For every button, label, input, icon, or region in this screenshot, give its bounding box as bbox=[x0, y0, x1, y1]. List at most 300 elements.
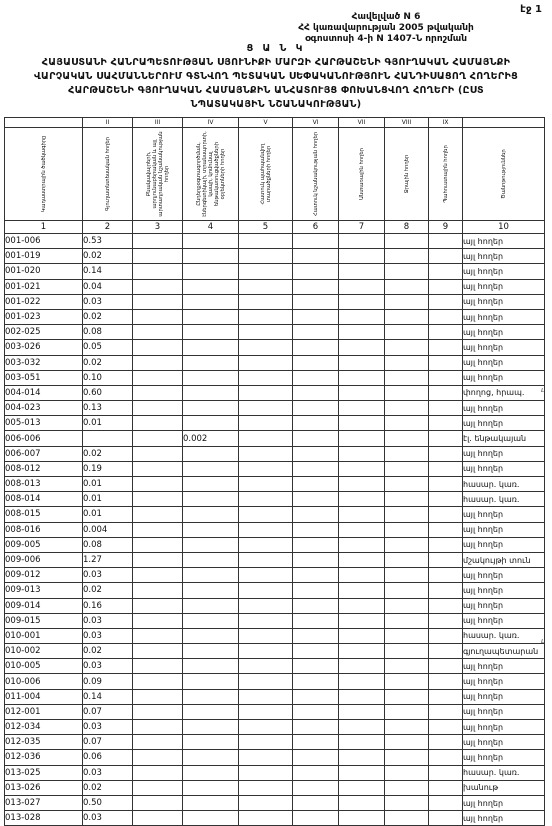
roman-header-row bbox=[5, 118, 545, 128]
water-land-cell bbox=[385, 477, 429, 492]
agricultural-land-cell: 0.14 bbox=[83, 689, 133, 704]
column-header bbox=[239, 128, 293, 221]
column-header bbox=[5, 128, 83, 221]
column-number: 9 bbox=[429, 221, 463, 234]
special-land-cell bbox=[293, 568, 339, 583]
water-land-cell bbox=[385, 644, 429, 659]
reserve-land-cell bbox=[429, 689, 463, 704]
reserve-land-cell bbox=[429, 537, 463, 552]
agricultural-land-cell bbox=[83, 431, 133, 446]
infrastructure-land-cell bbox=[183, 704, 239, 719]
infrastructure-land-cell bbox=[183, 552, 239, 567]
note-cell: մշակույթի տուն bbox=[463, 552, 545, 567]
cadastral-code-cell: 006-006 bbox=[5, 431, 83, 446]
protected-land-cell bbox=[239, 689, 293, 704]
special-land-cell bbox=[293, 811, 339, 826]
special-land-cell bbox=[293, 628, 339, 643]
forest-land-cell bbox=[339, 659, 385, 674]
note-cell: այլ հողեր bbox=[463, 537, 545, 552]
settlement-land-cell bbox=[133, 355, 183, 370]
table-row bbox=[5, 659, 545, 674]
column-header-text: Ջրային հողեր bbox=[403, 154, 410, 194]
table-row bbox=[5, 507, 545, 522]
protected-land-cell bbox=[239, 431, 293, 446]
forest-land-cell bbox=[339, 674, 385, 689]
special-land-cell bbox=[293, 750, 339, 765]
reserve-land-cell bbox=[429, 522, 463, 537]
infrastructure-land-cell bbox=[183, 385, 239, 400]
settlement-land-cell bbox=[133, 461, 183, 476]
special-land-cell bbox=[293, 264, 339, 279]
forest-land-cell bbox=[339, 568, 385, 583]
special-land-cell bbox=[293, 416, 339, 431]
protected-land-cell bbox=[239, 659, 293, 674]
special-land-cell bbox=[293, 325, 339, 340]
infrastructure-land-cell bbox=[183, 659, 239, 674]
appendix-header bbox=[266, 12, 506, 45]
agricultural-land-cell: 0.02 bbox=[83, 309, 133, 324]
settlement-land-cell bbox=[133, 704, 183, 719]
special-land-cell bbox=[293, 583, 339, 598]
reserve-land-cell bbox=[429, 446, 463, 461]
reserve-land-cell bbox=[429, 674, 463, 689]
water-land-cell bbox=[385, 522, 429, 537]
forest-land-cell bbox=[339, 431, 385, 446]
note-cell: հասար. կառ. bbox=[463, 492, 545, 507]
infrastructure-land-cell bbox=[183, 325, 239, 340]
settlement-land-cell bbox=[133, 674, 183, 689]
water-land-cell bbox=[385, 355, 429, 370]
reserve-land-cell bbox=[429, 234, 463, 249]
water-land-cell bbox=[385, 598, 429, 613]
forest-land-cell bbox=[339, 644, 385, 659]
infrastructure-land-cell bbox=[183, 264, 239, 279]
cadastral-code-cell: 009-013 bbox=[5, 583, 83, 598]
water-land-cell bbox=[385, 704, 429, 719]
water-land-cell bbox=[385, 537, 429, 552]
reserve-land-cell bbox=[429, 340, 463, 355]
agricultural-land-cell: 0.02 bbox=[83, 780, 133, 795]
note-cell: այլ հողեր bbox=[463, 325, 545, 340]
document-title bbox=[6, 42, 546, 112]
agricultural-land-cell: 0.03 bbox=[83, 720, 133, 735]
settlement-land-cell bbox=[133, 628, 183, 643]
water-land-cell bbox=[385, 507, 429, 522]
column-number: 1 bbox=[5, 221, 83, 234]
column-header-row bbox=[5, 128, 545, 221]
reserve-land-cell bbox=[429, 644, 463, 659]
special-land-cell bbox=[293, 340, 339, 355]
water-land-cell bbox=[385, 735, 429, 750]
cadastral-code-cell: 008-015 bbox=[5, 507, 83, 522]
cadastral-code-cell: 001-006 bbox=[5, 234, 83, 249]
forest-land-cell bbox=[339, 492, 385, 507]
settlement-land-cell bbox=[133, 568, 183, 583]
roman-numeral: IX bbox=[429, 118, 463, 128]
cadastral-code-cell: 001-023 bbox=[5, 309, 83, 324]
reserve-land-cell bbox=[429, 735, 463, 750]
table-row bbox=[5, 613, 545, 628]
special-land-cell bbox=[293, 370, 339, 385]
table-row bbox=[5, 492, 545, 507]
water-land-cell bbox=[385, 279, 429, 294]
reserve-land-cell bbox=[429, 780, 463, 795]
protected-land-cell bbox=[239, 309, 293, 324]
settlement-land-cell bbox=[133, 583, 183, 598]
infrastructure-land-cell bbox=[183, 370, 239, 385]
cadastral-code-cell: 013-028 bbox=[5, 811, 83, 826]
table-row bbox=[5, 583, 545, 598]
note-cell: այլ հողեր bbox=[463, 568, 545, 583]
agricultural-land-cell: 0.01 bbox=[83, 416, 133, 431]
water-land-cell bbox=[385, 461, 429, 476]
table-row bbox=[5, 552, 545, 567]
water-land-cell bbox=[385, 780, 429, 795]
cadastral-code-cell: 013-026 bbox=[5, 780, 83, 795]
margin-mark: ւ bbox=[541, 637, 545, 645]
forest-land-cell bbox=[339, 765, 385, 780]
infrastructure-land-cell bbox=[183, 355, 239, 370]
infrastructure-land-cell bbox=[183, 811, 239, 826]
settlement-land-cell bbox=[133, 416, 183, 431]
special-land-cell bbox=[293, 689, 339, 704]
column-header-text: Բնակավայրերի, արդյունաբերական և այլ արտադրական նշանակության հողեր bbox=[145, 131, 170, 217]
protected-land-cell bbox=[239, 765, 293, 780]
column-number: 7 bbox=[339, 221, 385, 234]
column-header bbox=[463, 128, 545, 221]
water-land-cell bbox=[385, 401, 429, 416]
agricultural-land-cell: 0.03 bbox=[83, 294, 133, 309]
water-land-cell bbox=[385, 309, 429, 324]
protected-land-cell bbox=[239, 644, 293, 659]
note-cell: այլ հողեր bbox=[463, 583, 545, 598]
settlement-land-cell bbox=[133, 750, 183, 765]
forest-land-cell bbox=[339, 537, 385, 552]
title-word: Ց Ա Ն Կ bbox=[246, 43, 306, 54]
cadastral-code-cell: 006-007 bbox=[5, 446, 83, 461]
water-land-cell bbox=[385, 325, 429, 340]
protected-land-cell bbox=[239, 811, 293, 826]
table-row bbox=[5, 370, 545, 385]
reserve-land-cell bbox=[429, 552, 463, 567]
special-land-cell bbox=[293, 309, 339, 324]
note-cell: այլ հողեր bbox=[463, 598, 545, 613]
water-land-cell bbox=[385, 659, 429, 674]
water-land-cell bbox=[385, 689, 429, 704]
cadastral-code-cell: 009-006 bbox=[5, 552, 83, 567]
protected-land-cell bbox=[239, 249, 293, 264]
cadastral-code-cell: 012-034 bbox=[5, 720, 83, 735]
roman-numeral: VIII bbox=[385, 118, 429, 128]
special-land-cell bbox=[293, 644, 339, 659]
cadastral-code-cell: 008-013 bbox=[5, 477, 83, 492]
appendix-line-3: օգոստոսի 4-ի N 1407-Ն որոշման bbox=[304, 34, 468, 44]
reserve-land-cell bbox=[429, 309, 463, 324]
agricultural-land-cell: 0.19 bbox=[83, 461, 133, 476]
table-row bbox=[5, 522, 545, 537]
cadastral-code-cell: 009-015 bbox=[5, 613, 83, 628]
cadastral-code-cell: 008-016 bbox=[5, 522, 83, 537]
note-cell: էլ. ենթակայան bbox=[463, 431, 545, 446]
settlement-land-cell bbox=[133, 492, 183, 507]
table-row bbox=[5, 249, 545, 264]
note-cell: այլ հողեր bbox=[463, 735, 545, 750]
infrastructure-land-cell bbox=[183, 492, 239, 507]
settlement-land-cell bbox=[133, 735, 183, 750]
table-row bbox=[5, 385, 545, 400]
protected-land-cell bbox=[239, 628, 293, 643]
note-cell: այլ հողեր bbox=[463, 689, 545, 704]
reserve-land-cell bbox=[429, 370, 463, 385]
table-row bbox=[5, 234, 545, 249]
protected-land-cell bbox=[239, 795, 293, 810]
reserve-land-cell bbox=[429, 249, 463, 264]
protected-land-cell bbox=[239, 537, 293, 552]
reserve-land-cell bbox=[429, 401, 463, 416]
agricultural-land-cell: 0.53 bbox=[83, 234, 133, 249]
reserve-land-cell bbox=[429, 385, 463, 400]
agricultural-land-cell: 0.08 bbox=[83, 537, 133, 552]
agricultural-land-cell: 0.03 bbox=[83, 613, 133, 628]
agricultural-land-cell: 0.09 bbox=[83, 674, 133, 689]
infrastructure-land-cell bbox=[183, 249, 239, 264]
column-number: 3 bbox=[133, 221, 183, 234]
note-cell: այլ հողեր bbox=[463, 522, 545, 537]
note-cell: այլ հողեր bbox=[463, 264, 545, 279]
note-cell: այլ հողեր bbox=[463, 294, 545, 309]
settlement-land-cell bbox=[133, 537, 183, 552]
table-row bbox=[5, 674, 545, 689]
infrastructure-land-cell bbox=[183, 644, 239, 659]
forest-land-cell bbox=[339, 477, 385, 492]
forest-land-cell bbox=[339, 461, 385, 476]
infrastructure-land-cell bbox=[183, 689, 239, 704]
cadastral-code-cell: 001-021 bbox=[5, 279, 83, 294]
protected-land-cell bbox=[239, 720, 293, 735]
note-cell: այլ հողեր bbox=[463, 811, 545, 826]
title-line-4: ՆՊԱՏԱԿԱՅԻՆ ՆՇԱՆԱԿՈՒԹՅԱՆ) bbox=[190, 99, 362, 110]
settlement-land-cell bbox=[133, 446, 183, 461]
settlement-land-cell bbox=[133, 370, 183, 385]
special-land-cell bbox=[293, 355, 339, 370]
forest-land-cell bbox=[339, 401, 385, 416]
settlement-land-cell bbox=[133, 765, 183, 780]
cadastral-code-cell: 004-023 bbox=[5, 401, 83, 416]
infrastructure-land-cell bbox=[183, 780, 239, 795]
settlement-land-cell bbox=[133, 644, 183, 659]
title-line-1: ՀԱՅԱՍՏԱՆԻ ՀԱՆՐԱՊԵՏՈՒԹՅԱՆ ՍՅՈՒՆԻՔԻ ՄԱՐԶԻ ՀԱՐԹԱՇԵՆԻ ԳՅՈՒՂԱԿԱՆ ՀԱՄԱՅՆՔԻ bbox=[41, 57, 511, 68]
cadastral-code-cell: 010-005 bbox=[5, 659, 83, 674]
settlement-land-cell bbox=[133, 522, 183, 537]
note-cell: այլ հողեր bbox=[463, 279, 545, 294]
infrastructure-land-cell bbox=[183, 294, 239, 309]
infrastructure-land-cell bbox=[183, 507, 239, 522]
reserve-land-cell bbox=[429, 811, 463, 826]
protected-land-cell bbox=[239, 552, 293, 567]
special-land-cell bbox=[293, 552, 339, 567]
table-row bbox=[5, 780, 545, 795]
agricultural-land-cell: 1.27 bbox=[83, 552, 133, 567]
table-row bbox=[5, 431, 545, 446]
protected-land-cell bbox=[239, 355, 293, 370]
protected-land-cell bbox=[239, 492, 293, 507]
agricultural-land-cell: 0.02 bbox=[83, 355, 133, 370]
title-line-2: ՎԱՐՉԱԿԱՆ ՍԱՀՄԱՆՆԵՐՈՒՄ ԳՏՆՎՈՂ ՊԵՏԱԿԱՆ ՍԵՓԱԿԱՆՈՒԹՅՈՒՆ ՀԱՆԴԻՍԱՑՈՂ ՀՈՂԵՐԻՑ bbox=[33, 71, 519, 82]
water-land-cell bbox=[385, 416, 429, 431]
reserve-land-cell bbox=[429, 507, 463, 522]
settlement-land-cell bbox=[133, 401, 183, 416]
special-land-cell bbox=[293, 279, 339, 294]
column-header bbox=[339, 128, 385, 221]
protected-land-cell bbox=[239, 325, 293, 340]
cadastral-code-cell: 003-051 bbox=[5, 370, 83, 385]
forest-land-cell bbox=[339, 279, 385, 294]
forest-land-cell bbox=[339, 795, 385, 810]
water-land-cell bbox=[385, 492, 429, 507]
roman-numeral bbox=[5, 118, 83, 128]
reserve-land-cell bbox=[429, 355, 463, 370]
infrastructure-land-cell bbox=[183, 537, 239, 552]
water-land-cell bbox=[385, 628, 429, 643]
column-header-text: Պահուստային հողեր bbox=[442, 145, 449, 203]
column-header-text: Կադաստրային ծածկագիրը bbox=[40, 135, 47, 213]
infrastructure-land-cell bbox=[183, 795, 239, 810]
settlement-land-cell bbox=[133, 613, 183, 628]
forest-land-cell bbox=[339, 294, 385, 309]
infrastructure-land-cell bbox=[183, 416, 239, 431]
infrastructure-land-cell bbox=[183, 750, 239, 765]
special-land-cell bbox=[293, 446, 339, 461]
special-land-cell bbox=[293, 720, 339, 735]
water-land-cell bbox=[385, 795, 429, 810]
special-land-cell bbox=[293, 249, 339, 264]
infrastructure-land-cell bbox=[183, 401, 239, 416]
water-land-cell bbox=[385, 750, 429, 765]
cadastral-code-cell: 012-035 bbox=[5, 735, 83, 750]
note-cell: հասար. կառ. bbox=[463, 628, 545, 643]
forest-land-cell bbox=[339, 446, 385, 461]
table-row bbox=[5, 735, 545, 750]
appendix-line-1: Հավելված N 6 bbox=[351, 12, 421, 22]
column-header bbox=[183, 128, 239, 221]
roman-numeral: VII bbox=[339, 118, 385, 128]
column-header bbox=[429, 128, 463, 221]
water-land-cell bbox=[385, 811, 429, 826]
water-land-cell bbox=[385, 552, 429, 567]
title-line-3: ՀԱՐԹԱՇԵՆԻ ԳՅՈՒՂԱԿԱՆ ՀԱՄԱՅՆՔԻՆ ԱՆՀԱՏՈՒՅՑ ՓՈԽԱՆՑՎՈՂ ՀՈՂԵՐԻ (ԸՍՏ bbox=[68, 85, 484, 96]
water-land-cell bbox=[385, 294, 429, 309]
note-cell: փողոց, հրապ. bbox=[463, 385, 545, 400]
reserve-land-cell bbox=[429, 264, 463, 279]
margin-mark: ւ bbox=[541, 386, 545, 394]
note-cell: այլ հողեր bbox=[463, 401, 545, 416]
infrastructure-land-cell bbox=[183, 720, 239, 735]
settlement-land-cell bbox=[133, 689, 183, 704]
infrastructure-land-cell bbox=[183, 765, 239, 780]
note-cell: այլ հողեր bbox=[463, 446, 545, 461]
protected-land-cell bbox=[239, 507, 293, 522]
protected-land-cell bbox=[239, 598, 293, 613]
water-land-cell bbox=[385, 568, 429, 583]
forest-land-cell bbox=[339, 385, 385, 400]
cadastral-code-cell: 004-014 bbox=[5, 385, 83, 400]
special-land-cell bbox=[293, 522, 339, 537]
column-number: 6 bbox=[293, 221, 339, 234]
forest-land-cell bbox=[339, 628, 385, 643]
reserve-land-cell bbox=[429, 492, 463, 507]
infrastructure-land-cell bbox=[183, 461, 239, 476]
reserve-land-cell bbox=[429, 431, 463, 446]
table-row bbox=[5, 537, 545, 552]
cadastral-code-cell: 009-012 bbox=[5, 568, 83, 583]
cadastral-code-cell: 012-001 bbox=[5, 704, 83, 719]
agricultural-land-cell: 0.03 bbox=[83, 765, 133, 780]
settlement-land-cell bbox=[133, 325, 183, 340]
column-number: 2 bbox=[83, 221, 133, 234]
infrastructure-land-cell bbox=[183, 340, 239, 355]
agricultural-land-cell: 0.13 bbox=[83, 401, 133, 416]
column-header-text: Հատուկ նշանակության հողեր bbox=[312, 131, 319, 217]
infrastructure-land-cell bbox=[183, 628, 239, 643]
column-number: 4 bbox=[183, 221, 239, 234]
settlement-land-cell bbox=[133, 811, 183, 826]
note-cell: այլ հողեր bbox=[463, 309, 545, 324]
note-cell: այլ հողեր bbox=[463, 720, 545, 735]
reserve-land-cell bbox=[429, 613, 463, 628]
infrastructure-land-cell bbox=[183, 446, 239, 461]
infrastructure-land-cell bbox=[183, 477, 239, 492]
agricultural-land-cell: 0.01 bbox=[83, 507, 133, 522]
settlement-land-cell bbox=[133, 234, 183, 249]
column-number: 10 bbox=[463, 221, 545, 234]
agricultural-land-cell: 0.07 bbox=[83, 704, 133, 719]
forest-land-cell bbox=[339, 583, 385, 598]
roman-numeral bbox=[463, 118, 545, 128]
cadastral-code-cell: 008-012 bbox=[5, 461, 83, 476]
protected-land-cell bbox=[239, 477, 293, 492]
cadastral-code-cell: 001-019 bbox=[5, 249, 83, 264]
reserve-land-cell bbox=[429, 659, 463, 674]
protected-land-cell bbox=[239, 522, 293, 537]
forest-land-cell bbox=[339, 598, 385, 613]
settlement-land-cell bbox=[133, 720, 183, 735]
forest-land-cell bbox=[339, 325, 385, 340]
agricultural-land-cell: 0.02 bbox=[83, 446, 133, 461]
water-land-cell bbox=[385, 431, 429, 446]
forest-land-cell bbox=[339, 234, 385, 249]
forest-land-cell bbox=[339, 355, 385, 370]
appendix-line-2: ՀՀ կառավարության 2005 թվականի bbox=[298, 23, 474, 33]
agricultural-land-cell: 0.50 bbox=[83, 795, 133, 810]
roman-numeral: III bbox=[133, 118, 183, 128]
column-number: 5 bbox=[239, 221, 293, 234]
forest-land-cell bbox=[339, 249, 385, 264]
special-land-cell bbox=[293, 234, 339, 249]
infrastructure-land-cell: 0.002 bbox=[183, 431, 239, 446]
note-cell: գյուղապետարան bbox=[463, 644, 545, 659]
cadastral-code-cell: 010-006 bbox=[5, 674, 83, 689]
special-land-cell bbox=[293, 780, 339, 795]
infrastructure-land-cell bbox=[183, 568, 239, 583]
table-row bbox=[5, 795, 545, 810]
table-row bbox=[5, 628, 545, 643]
agricultural-land-cell: 0.07 bbox=[83, 735, 133, 750]
reserve-land-cell bbox=[429, 750, 463, 765]
table-row bbox=[5, 461, 545, 476]
special-land-cell bbox=[293, 765, 339, 780]
table-row bbox=[5, 279, 545, 294]
agricultural-land-cell: 0.02 bbox=[83, 644, 133, 659]
